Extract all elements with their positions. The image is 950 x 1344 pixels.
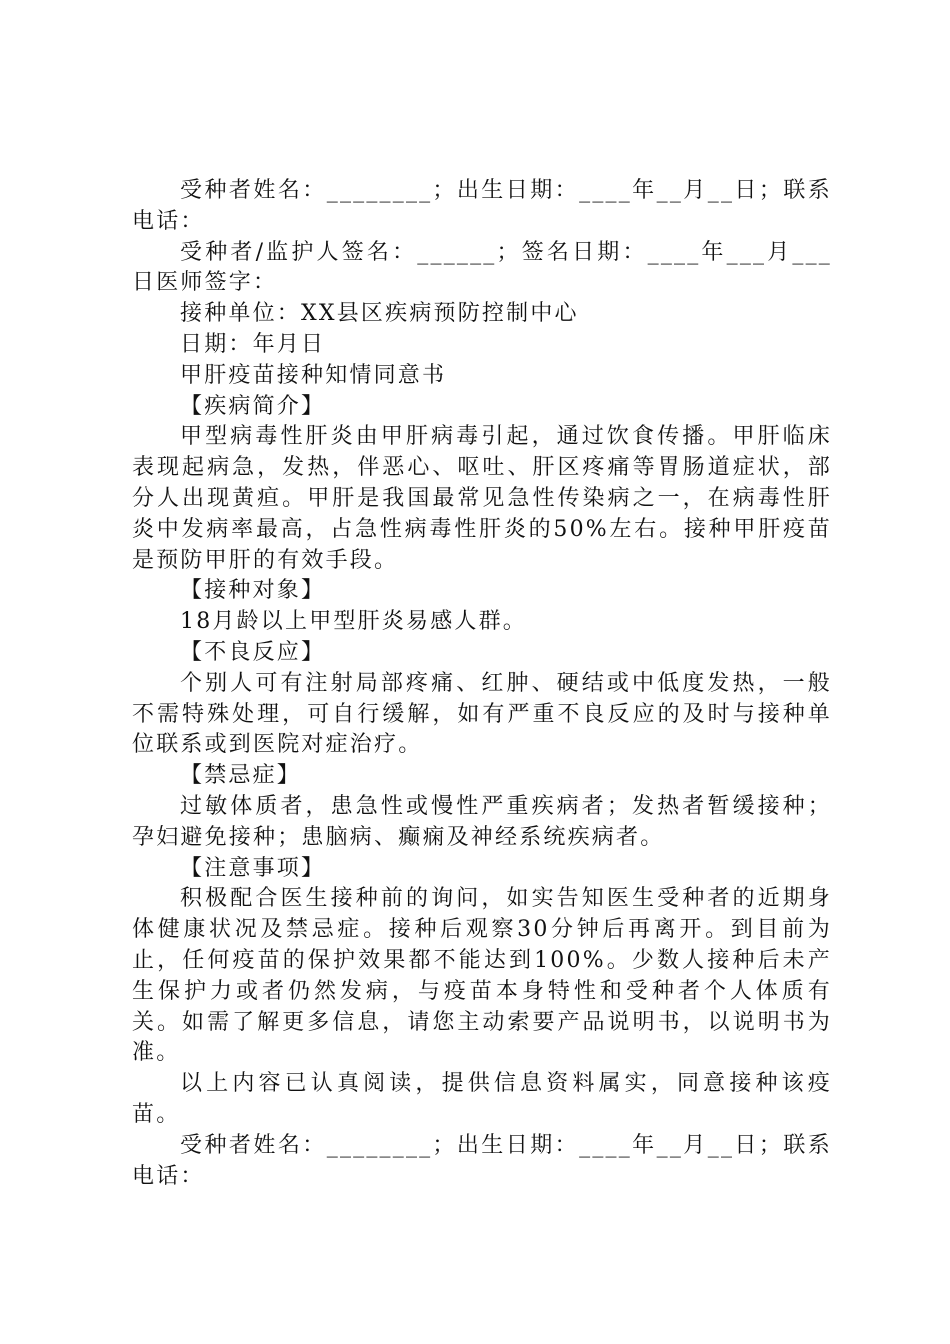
section-body-precautions: 积极配合医生接种前的询问，如实告知医生受种者的近期身体健康状况及禁忌症。接种后观察30分钟后再离开。到目前为止，任何疫苗的保护效果都不能达到100%。少数人接种后未产生保护力或者仍然发病，与疫苗本身特性和受种者个人体质有关。如需了解更多信息，请您主动索要产品说明书，以说明书为准。 [132, 886, 832, 1066]
document-body [132, 176, 832, 1192]
form-line-name-birth-phone-bottom: 受种者姓名：________；出生日期：____年__月__日；联系电话： [132, 1132, 832, 1189]
section-body-contraindications: 过敏体质者，患急性或慢性严重疾病者；发热者暂缓接种；孕妇避免接种；患脑病、癫痫及神经系统疾病者。 [132, 793, 832, 850]
consent-statement: 以上内容已认真阅读，提供信息资料属实，同意接种该疫苗。 [132, 1071, 832, 1127]
section-body-disease-intro: 甲型病毒性肝炎由甲肝病毒引起，通过饮食传播。甲肝临床表现起病急，发热，伴恶心、呕吐、肝区疼痛等胃肠道症状，部分人出现黄疸。甲肝是我国最常见急性传染病之一，在病毒性肝炎中发病率最高，占急性病毒性肝炎的50%左右。接种甲肝疫苗是预防甲肝的有效手段。 [132, 424, 832, 573]
section-heading-target-group: 【接种对象】 [180, 578, 326, 604]
document-title: 甲肝疫苗接种知情同意书 [180, 362, 447, 388]
form-date: 日期：年月日 [180, 331, 326, 357]
vaccination-unit: 接种单位：XX县区疾病预防控制中心 [180, 301, 579, 327]
section-body-target-group: 18月龄以上甲型肝炎易感人群。 [180, 609, 527, 635]
form-line-name-birth-phone: 受种者姓名：________；出生日期：____年__月__日；联系电话： [132, 178, 832, 234]
form-line-signature: 受种者/监护人签名：______；签名日期：____年___月___日医师签字： [132, 239, 832, 296]
section-heading-adverse-reactions: 【不良反应】 [180, 639, 326, 665]
section-heading-contraindications: 【禁忌症】 [180, 763, 302, 789]
section-body-adverse-reactions: 个别人可有注射局部疼痛、红肿、硬结或中低度发热，一般不需特殊处理，可自行缓解，如有严重不良反应的及时与接种单位联系或到医院对症治疗。 [132, 670, 832, 758]
section-heading-precautions: 【注意事项】 [180, 855, 326, 881]
section-heading-disease-intro: 【疾病简介】 [180, 393, 326, 419]
